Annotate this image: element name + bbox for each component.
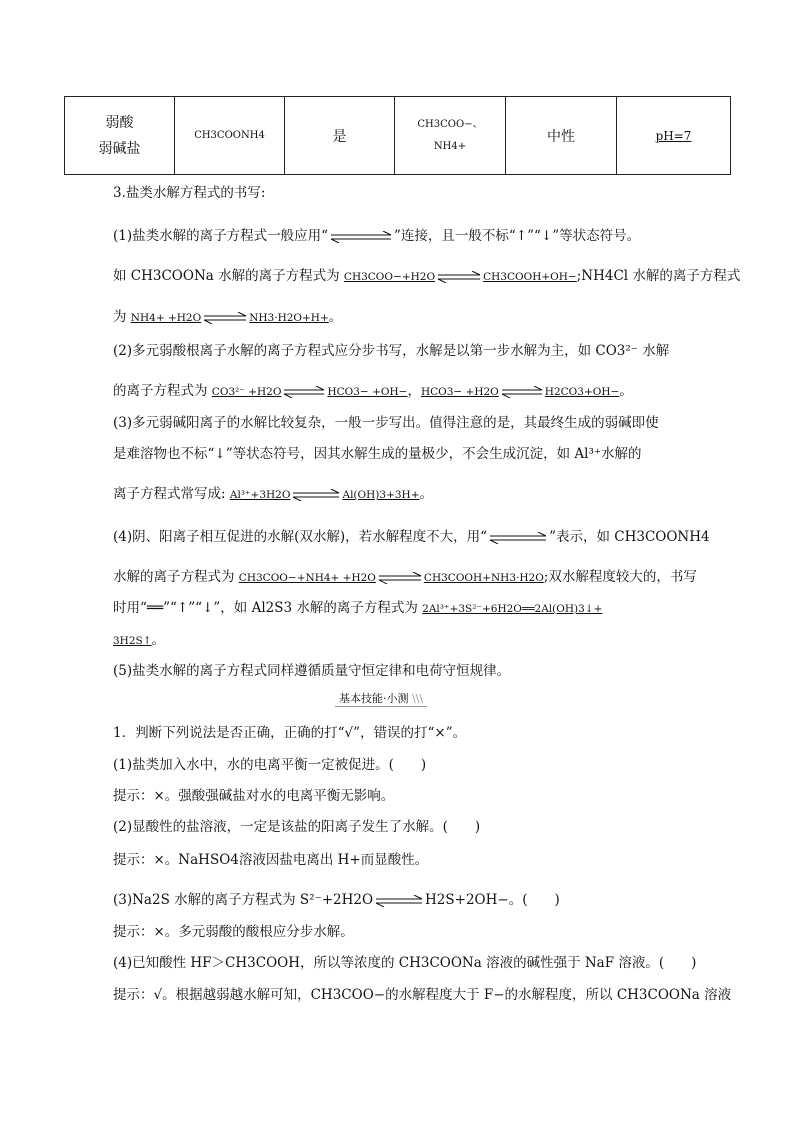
quiz-item-1: (1)盐类加入水中，水的电离平衡一定被促进。( ) xyxy=(113,757,427,773)
text-span: ”连接，且一般不标“↑”“↓”等状态符号。 xyxy=(394,228,641,244)
equilibrium-arrow-icon xyxy=(436,271,482,283)
paragraph-4-continued-line xyxy=(113,630,165,651)
paragraph-1-nh4cl-line xyxy=(113,307,342,328)
decorative-slashes: \\\ xyxy=(408,692,424,705)
equilibrium-arrow-icon xyxy=(291,489,341,501)
equation-left: NH4+ +H2O xyxy=(130,312,202,324)
quiz-hint-4: 提示：√。根据越弱越水解可知，CH3COO−的水解程度大于 F−的水解程度，所以 CH3COONa 溶液 xyxy=(113,987,732,1003)
paragraph-2-equation-line xyxy=(113,381,633,402)
paragraph-3-line-1: (3)多元弱碱阳离子的水解比较复杂，一般一步写出。值得注意的是，其最终生成的弱碱即使 xyxy=(113,415,659,431)
ph-cell: pH=7 xyxy=(617,97,731,175)
quiz-hint-1: 提示：×。强酸强碱盐对水的电离平衡无影响。 xyxy=(113,788,395,804)
quiz-hint-2: 提示：×。NaHSO4溶液因盐电离出 H+而显酸性。 xyxy=(113,852,429,868)
equation-right: NH3·H2O+H+ xyxy=(249,312,329,324)
quiz-item-3 xyxy=(113,890,560,910)
equation-al2s3: 2Al³⁺+3S²⁻+6H2O══2Al(OH)3↓+ xyxy=(422,603,603,615)
salt-kind-line2: 弱碱盐 xyxy=(98,140,141,157)
text-span: 如 CH3COONa 水解的离子方程式为 xyxy=(113,268,340,284)
text-span: ;NH4Cl 水解的离子方程式 xyxy=(576,268,741,284)
equation-left: Al³⁺+3H2O xyxy=(229,489,291,501)
paragraph-4-line xyxy=(113,527,710,547)
paragraph-5-line: (5)盐类水解的离子方程式同样遵循质量守恒定律和电荷守恒规律。 xyxy=(113,663,511,679)
paragraph-1-line xyxy=(113,226,640,246)
quiz-item-4: (4)已知酸性 HF＞CH3COOH，所以等浓度的 CH3COONa 溶液的碱性强于 NaF 溶液。( ) xyxy=(113,955,697,971)
equilibrium-arrow-icon xyxy=(500,386,544,398)
text-span: (4)阴、阳离子相互促进的水解(双水解)，若水解程度不大，用“ xyxy=(113,529,488,545)
table-row xyxy=(65,97,731,175)
text-span: 离子方程式常写成: xyxy=(113,486,226,502)
equilibrium-arrow-icon xyxy=(488,532,548,544)
text-span: (1)盐类水解的离子方程式一般应用“ xyxy=(113,228,329,244)
text-span: H2S+2OH−。( ) xyxy=(425,892,560,908)
quiz-hint-3: 提示：×。多元弱酸的酸根应分步水解。 xyxy=(113,924,354,940)
salt-kind-line1: 弱酸 xyxy=(105,114,134,131)
equation-continued: 3H2S↑ xyxy=(113,635,152,647)
paragraph-3-line-2: 是难溶物也不标“↓”等状态符号，因其水解生成的量极少，不会生成沉淀，如 Al³⁺水解的 xyxy=(113,446,642,462)
paragraph-3-equation-line xyxy=(113,484,433,505)
equilibrium-arrow-icon xyxy=(377,572,423,584)
equation-right: CH3COOH+NH3·H2O xyxy=(423,572,544,584)
equilibrium-arrow-icon xyxy=(282,386,326,398)
text-span: ， xyxy=(407,383,421,399)
hydrolyzes-cell: 是 xyxy=(285,97,395,175)
text-span: 水解的离子方程式为 xyxy=(113,569,235,585)
text-span: ”表示，如 CH3COONH4 xyxy=(549,529,710,545)
equilibrium-arrow-icon xyxy=(374,895,424,907)
salt-hydrolysis-table xyxy=(64,96,731,175)
equation-right: CH3COOH+OH− xyxy=(483,271,577,283)
text-span: ;双水解程度较大的，书写 xyxy=(543,569,697,585)
equation-right: H2CO3+OH− xyxy=(544,386,620,398)
section-3-heading: 3.盐类水解方程式的书写: xyxy=(113,185,266,201)
equation-right: HCO3− +OH− xyxy=(327,386,408,398)
paragraph-4-al2s3-line xyxy=(113,598,602,619)
quiz-question-1: 1．判断下列说法是否正确，正确的打“√”，错误的打“×”。 xyxy=(113,725,467,741)
paragraph-4-equation-line xyxy=(113,567,697,588)
text-span: 。 xyxy=(328,309,343,325)
text-span: 为 xyxy=(113,309,127,325)
ions-line1: CH3COO−、 xyxy=(417,118,483,130)
equation-left: HCO3− +H2O xyxy=(420,386,499,398)
text-span: 。 xyxy=(619,383,633,399)
quiz-item-2: (2)显酸性的盐溶液，一定是该盐的阳离子发生了水解。( ) xyxy=(113,819,481,835)
equation-right: Al(OH)3+3H+ xyxy=(342,489,420,501)
text-span: (3)Na2S 水解的离子方程式为 S²⁻+2H2O xyxy=(113,892,374,908)
text-span: 。 xyxy=(151,632,166,648)
salt-kind-cell xyxy=(65,97,175,175)
paragraph-2-line: (2)多元弱酸根离子水解的离子方程式应分步书写，水解是以第一步水解为主，如 CO3²⁻ 水解 xyxy=(113,343,670,359)
ions-cell xyxy=(395,97,506,175)
ions-line2: NH4+ xyxy=(433,140,467,152)
equation-left: CH3COO−+NH4+ +H2O xyxy=(238,572,376,584)
equilibrium-arrow-icon xyxy=(202,312,248,324)
text-span: 的离子方程式为 xyxy=(113,383,208,399)
nature-cell: 中性 xyxy=(506,97,617,175)
section-title-basic-skills xyxy=(335,690,427,707)
text-span: 。 xyxy=(419,486,433,502)
section-title-text: 基本技能·小测 xyxy=(339,692,409,705)
equation-left: CH3COO−+H2O xyxy=(343,271,436,283)
equation-left: CO3²⁻ +H2O xyxy=(211,386,282,398)
example-cell: CH3COONH4 xyxy=(175,97,285,175)
text-span: 时用“══”“↑”“↓”，如 Al2S3 水解的离子方程式为 xyxy=(113,600,418,616)
paragraph-1-example-line xyxy=(113,266,740,287)
equilibrium-arrow-icon xyxy=(329,231,393,243)
